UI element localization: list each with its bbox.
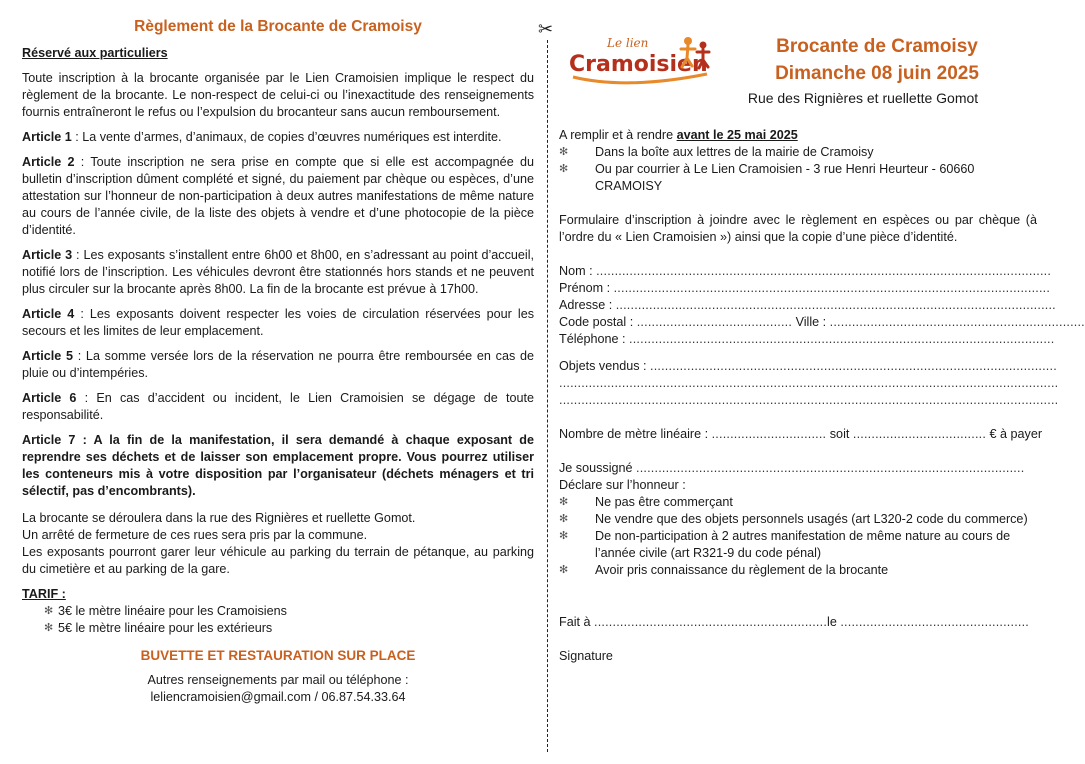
field-label: Téléphone : xyxy=(559,332,630,346)
rules-intro: Toute inscription à la brocante organisée par le Lien Cramoisien implique le respect du règlement de la brocante. Le non-respect de celui-ci ou l’inexactitude des renseignements fournis entraîneront le refus ou l’expulsion du brocanteur sans aucun remboursement. xyxy=(22,71,534,119)
deadline: avant le 25 mai 2025 xyxy=(676,128,798,142)
field-label: le xyxy=(827,615,841,629)
phone-field[interactable] xyxy=(559,331,1055,348)
place-date-field[interactable] xyxy=(559,614,1037,631)
fill-line: ....................................................................................................................................... xyxy=(559,376,1059,390)
list-item xyxy=(559,562,1037,579)
fill-line: ............................................................... xyxy=(594,615,828,629)
field-label: Prénom : xyxy=(559,281,614,295)
field-label: Objets vendus : xyxy=(559,359,651,373)
tarif-heading: TARIF : xyxy=(22,587,66,601)
field-label: soit xyxy=(826,427,853,441)
asterisk-bullet-icon: ✻ xyxy=(559,564,569,576)
article-text: : Les exposants s’installent entre 6h00 et 8h00, en s’adressant au point d’accueil, notifié lors de l’inscription. Les véhicules devront être stationnés hors stands et ne peuvent plus circuler sur la brocante après 8h00. La fin de la brocante est prévue à 17h00. xyxy=(22,248,535,296)
article-label: Article 4 xyxy=(22,307,75,321)
identity-fields xyxy=(559,263,1085,348)
location-info xyxy=(22,510,534,578)
form-body xyxy=(559,127,1085,665)
delivery-list xyxy=(559,144,1037,195)
instructions-text: A remplir et à rendre xyxy=(559,128,677,142)
buvette-heading: BUVETTE ET RESTAURATION SUR PLACE xyxy=(140,648,416,663)
delivery-option: Ou par courrier à Le Lien Cramoisien - 3 rue Henri Heurteur - 60660 CRAMOISY xyxy=(595,162,975,193)
fill-line: ......................................................................................................... xyxy=(636,461,1025,475)
undersigned-field[interactable] xyxy=(559,460,1037,477)
list-item xyxy=(559,144,1037,161)
list-item xyxy=(559,161,1037,195)
declaration-item: Ne vendre que des objets personnels usagés (art L320-2 code du commerce) xyxy=(595,512,1028,526)
list-item xyxy=(44,620,534,637)
declaration-heading: Déclare sur l’honneur : xyxy=(559,478,686,492)
article-3 xyxy=(22,247,534,298)
asterisk-bullet-icon: ✻ xyxy=(44,622,54,634)
fill-line: ..................................................................... xyxy=(829,315,1085,329)
list-item xyxy=(559,511,1037,528)
tarif-list xyxy=(22,603,534,637)
items-fields xyxy=(559,358,1059,409)
signature-label: Signature xyxy=(559,649,613,663)
declaration-item: De non-participation à 2 autres manifestation de même nature au cours de l’année civile (art R321-9 du code pénal) xyxy=(595,529,1011,560)
declaration-item: Avoir pris connaissance du règlement de la brocante xyxy=(595,563,889,577)
article-label: Article 5 xyxy=(22,349,73,363)
asterisk-bullet-icon: ✻ xyxy=(559,146,569,158)
list-item xyxy=(559,494,1037,511)
field-label: Nom : xyxy=(559,264,597,278)
list-item xyxy=(559,528,1037,562)
asterisk-bullet-icon: ✻ xyxy=(559,163,569,175)
article-6 xyxy=(22,390,534,424)
article-text: : La somme versée lors de la réservation ne pourra être remboursée en cas de pluie ou d’intempéries. xyxy=(22,349,535,380)
name-field[interactable] xyxy=(559,263,1052,280)
field-label: Nombre de mètre linéaire : xyxy=(559,427,712,441)
delivery-option: Dans la boîte aux lettres de la mairie de Cramoisy xyxy=(595,145,874,159)
items-sold-line[interactable] xyxy=(559,375,1059,392)
fill-line: ...................................................................................................................... xyxy=(613,281,1051,295)
article-label: Article 2 xyxy=(22,155,75,169)
fill-line: ........................................................................................................................... xyxy=(596,264,1052,278)
fill-line: .............................................................................................................. xyxy=(650,359,1057,373)
association-logo xyxy=(567,34,722,94)
article-text: : La vente d’armes, d’animaux, de copies d’œuvres numériques est interdite. xyxy=(71,130,502,144)
rules-column xyxy=(22,14,534,706)
article-text: : Toute inscription ne sera prise en compte que si elle est accompagnée du bulletin d’inscription dûment complété et signé, du paiement par chèque ou espèces, d’une attestation sur l’honneur de non-participation à deux autres manifestations de même nature au cours de l’année civile, de la liste des objets à vendre et d’une photocopie de la pièce d’identité. xyxy=(22,155,534,237)
parking-line: Les exposants pourront garer leur véhicule au parking du terrain de pétanque, au parking du cimetière et au parking de la gare. xyxy=(22,545,534,576)
fill-line: .................................... xyxy=(852,427,987,441)
form-instructions: Formulaire d’inscription à joindre avec le règlement en espèces ou par chèque (à l’ordre du « Lien Cramoisien ») ainsi que la copie d’une pièce d’identité. xyxy=(559,213,1037,244)
article-label: Article 7 xyxy=(22,433,76,447)
svg-text:Le lien: Le lien xyxy=(607,36,649,50)
scissors-icon: ✂ xyxy=(538,19,554,39)
items-sold-line[interactable] xyxy=(559,392,1059,409)
field-label: Ville : xyxy=(792,315,830,329)
article-4 xyxy=(22,306,534,340)
asterisk-bullet-icon: ✻ xyxy=(44,605,54,617)
location-line: La brocante se déroulera dans la rue des Rignières et ruellette Gomot. xyxy=(22,511,416,525)
event-date: Dimanche 08 juin 2025 xyxy=(775,63,979,84)
items-sold-field[interactable] xyxy=(559,358,1057,375)
fill-line: ....................................................................................................................................... xyxy=(559,393,1059,407)
article-7 xyxy=(22,432,534,500)
rules-title: Règlement de la Brocante de Cramoisy xyxy=(134,18,422,35)
tarif-item: 5€ le mètre linéaire pour les extérieurs xyxy=(58,621,273,635)
article-text: : En cas d’accident ou incident, le Lien Cramoisien se dégage de toute responsabilité. xyxy=(22,391,534,422)
rules-subtitle: Réservé aux particuliers xyxy=(22,46,168,60)
asterisk-bullet-icon: ✻ xyxy=(559,530,569,542)
event-title: Brocante de Cramoisy xyxy=(776,36,978,57)
event-location: Rue des Rignières et ruellette Gomot xyxy=(747,90,979,106)
list-item xyxy=(44,603,534,620)
tarif-item: 3€ le mètre linéaire pour les Cramoisiens xyxy=(58,604,287,618)
article-text: : Les exposants doivent respecter les voies de circulation réservées pour les secours et les limites de leur emplacement. xyxy=(22,307,534,338)
contact-line: Autres renseignements par mail ou téléphone : xyxy=(147,673,409,687)
closure-line: Un arrêté de fermeture de ces rues sera pris par la commune. xyxy=(22,528,368,542)
fill-line: ................................................................................................................... xyxy=(629,332,1055,346)
postal-city-field[interactable] xyxy=(559,314,1085,331)
declaration-item: Ne pas être commerçant xyxy=(595,495,733,509)
cut-line xyxy=(547,40,548,752)
article-1 xyxy=(22,129,534,146)
fill-line: ................................................... xyxy=(840,615,1030,629)
field-label: Code postal : xyxy=(559,315,637,329)
meters-field[interactable] xyxy=(559,426,1043,443)
article-5 xyxy=(22,348,534,382)
address-field[interactable] xyxy=(559,297,1056,314)
svg-text:Cramoisien: Cramoisien xyxy=(569,52,708,77)
field-label: Je soussigné xyxy=(559,461,637,475)
contact-details: leliencramoisien@gmail.com / 06.87.54.33.64 xyxy=(150,690,406,704)
article-2 xyxy=(22,154,534,239)
declaration-list xyxy=(559,494,1037,579)
field-label: Fait à xyxy=(559,615,594,629)
asterisk-bullet-icon: ✻ xyxy=(559,513,569,525)
fill-line: ............................... xyxy=(711,427,827,441)
firstname-field[interactable] xyxy=(559,280,1051,297)
fill-line: ....................................................................................................................... xyxy=(615,298,1056,312)
article-label: Article 1 xyxy=(22,130,72,144)
article-label: Article 6 xyxy=(22,391,77,405)
instructions xyxy=(559,127,1037,144)
asterisk-bullet-icon: ✻ xyxy=(559,496,569,508)
field-label: Adresse : xyxy=(559,298,616,312)
article-text: : A la fin de la manifestation, il sera demandé à chaque exposant de reprendre ses déchets et de laisser son emplacement propre. Vous pourrez utiliser les conteneurs mis à votre disposition par l’organisateur (déchets ménagers et tri sélectif, pas d’encombrants). xyxy=(22,433,535,498)
article-label: Article 3 xyxy=(22,248,73,262)
field-label: € à payer xyxy=(986,427,1043,441)
fill-line: .......................................... xyxy=(636,315,793,329)
